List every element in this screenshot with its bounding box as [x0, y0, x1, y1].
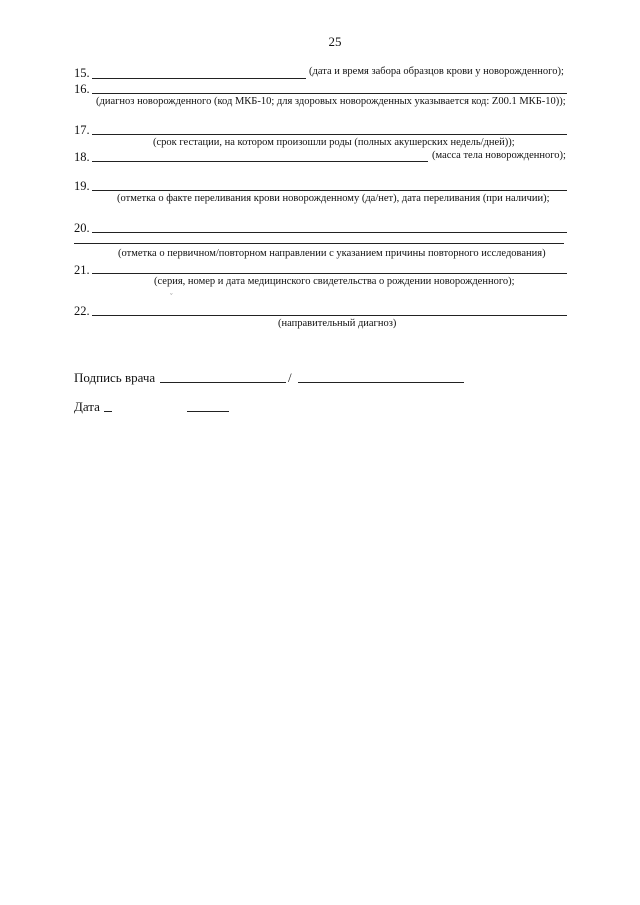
signature-field[interactable]: [160, 382, 286, 383]
item-20-caption: (отметка о первичном/повторном направлении с указанием причины повторного исследования): [118, 248, 546, 259]
item-21-field[interactable]: [92, 273, 567, 274]
page-number: 25: [328, 34, 342, 49]
item-16-field[interactable]: [92, 93, 567, 94]
item-15-caption: (дата и время забора образцов крови у новорожденного);: [309, 66, 564, 77]
item-18-field[interactable]: [92, 161, 428, 162]
item-22-field[interactable]: [92, 315, 567, 316]
item-19-field[interactable]: [92, 190, 567, 191]
item-15-number: 15.: [74, 66, 90, 80]
item-21-caption: (серия, номер и дата медицинского свидетельства о рождении новорожденного);: [154, 276, 515, 287]
date-field[interactable]: [187, 411, 229, 412]
item-17-field[interactable]: [92, 134, 567, 135]
item-19-number: 19.: [74, 179, 90, 193]
item-20-field[interactable]: [92, 232, 567, 233]
date-label: Дата: [74, 399, 100, 414]
stray-mark: ˇ: [170, 292, 173, 301]
item-22-caption: (направительный диагноз): [278, 318, 397, 329]
item-18-number: 18.: [74, 150, 90, 164]
item-21-number: 21.: [74, 263, 90, 277]
item-17-number: 17.: [74, 123, 90, 137]
item-15-field[interactable]: [92, 78, 306, 79]
signature-name-field[interactable]: [298, 382, 464, 383]
item-20-field-continuation[interactable]: [74, 243, 564, 244]
item-22-number: 22.: [74, 304, 90, 318]
item-16-number: 16.: [74, 82, 90, 96]
item-18-caption: (масса тела новорожденного);: [432, 150, 566, 161]
date-field-start[interactable]: [104, 411, 112, 412]
signature-separator: /: [288, 370, 292, 385]
item-16-caption: (диагноз новорожденного (код МКБ-10; для здоровых новорожденных указывается код: Z00.1 МКБ-10));: [96, 96, 566, 107]
signature-label: Подпись врача: [74, 370, 156, 385]
item-20-number: 20.: [74, 221, 90, 235]
item-17-caption: (срок гестации, на котором произошли роды (полных акушерских недель/дней));: [153, 137, 515, 148]
item-19-caption: (отметка о факте переливания крови новорожденному (да/нет), дата переливания (при наличии);: [117, 193, 550, 204]
